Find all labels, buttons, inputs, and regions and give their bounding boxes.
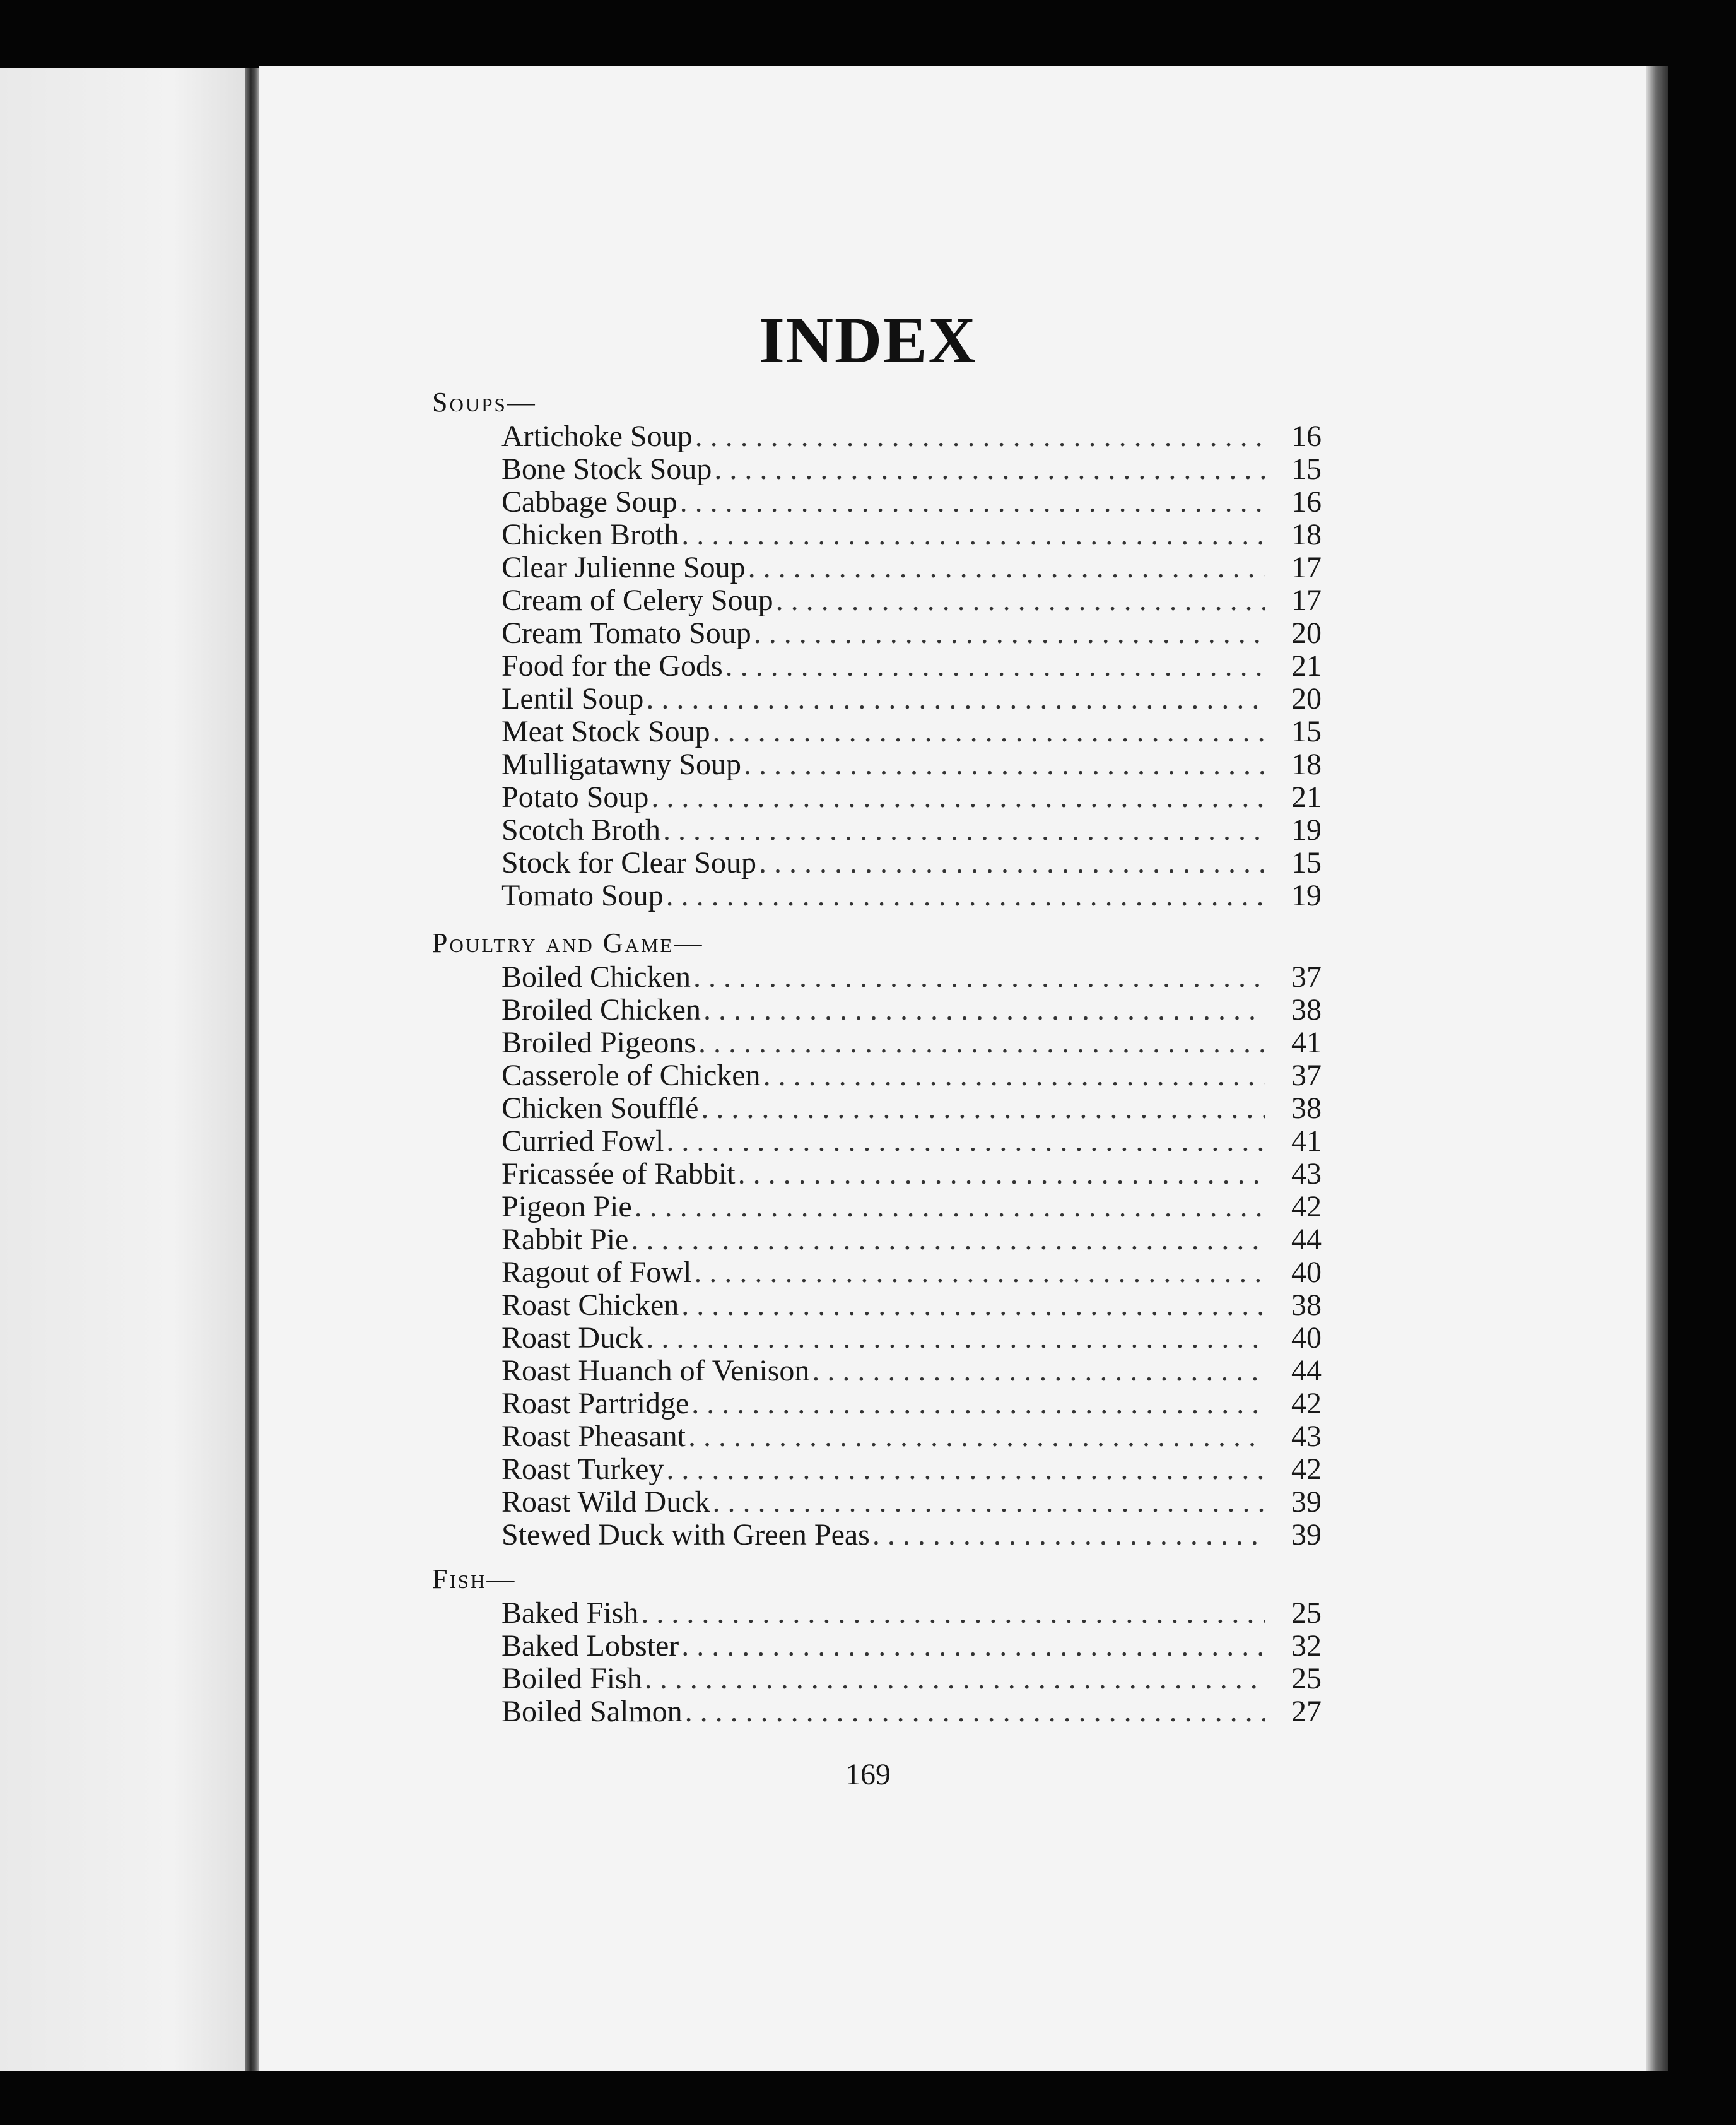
index-entry: [501, 650, 1322, 683]
dot-leader: [809, 1355, 1265, 1387]
entry-page: 39: [1291, 1485, 1322, 1519]
dot-leader: [632, 1191, 1265, 1223]
entry-name: Roast Huanch of Venison: [501, 1354, 810, 1387]
dot-leader: [751, 617, 1265, 650]
index-entry: [501, 519, 1322, 551]
index-section-poultry-and-game: [432, 926, 1322, 1551]
index-entry: [501, 1158, 1322, 1191]
entry-name: Curried Fowl: [501, 1124, 664, 1158]
entry-page: 27: [1291, 1695, 1322, 1728]
entry-page: 19: [1291, 879, 1322, 912]
dot-leader: [701, 994, 1265, 1027]
dot-leader: [710, 715, 1265, 748]
entry-page: 17: [1291, 584, 1322, 617]
dot-leader: [693, 420, 1265, 453]
dot-leader: [773, 584, 1265, 617]
entry-page: 40: [1291, 1256, 1322, 1289]
index-entry: [501, 420, 1322, 453]
entry-page: 18: [1291, 518, 1322, 551]
entry-name: Rabbit Pie: [501, 1223, 629, 1256]
dot-leader: [628, 1223, 1265, 1256]
dot-leader: [679, 1630, 1265, 1663]
index-entry: [501, 1223, 1322, 1256]
entry-page: 38: [1291, 993, 1322, 1027]
entry-page: 20: [1291, 682, 1322, 715]
entry-name: Fricassée of Rabbit: [501, 1157, 736, 1191]
index-entry: [501, 1027, 1322, 1059]
dot-leader: [642, 1663, 1265, 1695]
index-entry: [501, 715, 1322, 748]
entry-page: 16: [1291, 420, 1322, 453]
entry-name: Roast Wild Duck: [501, 1485, 710, 1519]
dot-leader: [643, 1322, 1265, 1355]
entry-list: [432, 1597, 1322, 1728]
dot-leader: [664, 1125, 1265, 1158]
entry-name: Pigeon Pie: [501, 1190, 632, 1223]
entry-page: 20: [1291, 616, 1322, 650]
entry-name: Casserole of Chicken: [501, 1059, 761, 1092]
index-entry: [501, 1453, 1322, 1486]
index-entry: [501, 1420, 1322, 1453]
entry-name: Chicken Soufflé: [501, 1092, 699, 1125]
entry-name: Boiled Salmon: [501, 1695, 683, 1728]
entry-name: Roast Turkey: [501, 1452, 664, 1486]
index-entry: [501, 551, 1322, 584]
page-title: INDEX: [759, 304, 977, 377]
dot-leader: [664, 880, 1265, 912]
index-entry: [501, 961, 1322, 994]
entry-name: Cream Tomato Soup: [501, 616, 751, 650]
dot-leader: [689, 1387, 1265, 1420]
entry-page: 43: [1291, 1420, 1322, 1453]
entry-name: Baked Lobster: [501, 1629, 679, 1663]
entry-name: Cabbage Soup: [501, 485, 677, 519]
index-entry: [501, 1630, 1322, 1663]
index-section-soups: [432, 385, 1322, 912]
entry-page: 43: [1291, 1157, 1322, 1191]
index-entry: [501, 1059, 1322, 1092]
dot-leader: [756, 847, 1265, 880]
page-number: 169: [845, 1758, 891, 1791]
entry-page: 18: [1291, 748, 1322, 781]
dot-leader: [712, 453, 1265, 486]
entry-page: 41: [1291, 1026, 1322, 1059]
dot-leader: [643, 683, 1265, 715]
dot-leader: [679, 1289, 1265, 1322]
entry-page: 21: [1291, 649, 1322, 683]
index-entry: [501, 1289, 1322, 1322]
section-heading: Fish—: [432, 1563, 517, 1594]
entry-page: 16: [1291, 485, 1322, 519]
entry-name: Lentil Soup: [501, 682, 644, 715]
dot-leader: [736, 1158, 1265, 1191]
entry-name: Clear Julienne Soup: [501, 551, 746, 584]
entry-page: 19: [1291, 813, 1322, 847]
index-entry: [501, 453, 1322, 486]
index-entry: [501, 1191, 1322, 1223]
dot-leader: [638, 1597, 1265, 1630]
index-entry: [501, 1256, 1322, 1289]
index-entry: [501, 1092, 1322, 1125]
index-entry: [501, 1695, 1322, 1728]
dot-leader: [686, 1420, 1265, 1453]
index-entry: [501, 814, 1322, 847]
index-entry: [501, 781, 1322, 814]
index-entry: [501, 683, 1322, 715]
dot-leader: [761, 1059, 1265, 1092]
index-entry: [501, 748, 1322, 781]
index-entry: [501, 1663, 1322, 1695]
index-entry: [501, 1486, 1322, 1519]
entry-list: [432, 420, 1322, 912]
entry-page: 38: [1291, 1288, 1322, 1322]
entry-page: 44: [1291, 1223, 1322, 1256]
entry-name: Ragout of Fowl: [501, 1256, 692, 1289]
entry-page: 39: [1291, 1518, 1322, 1551]
entry-name: Roast Partridge: [501, 1387, 689, 1420]
entry-page: 42: [1291, 1387, 1322, 1420]
dot-leader: [870, 1519, 1265, 1551]
index-entry: [501, 880, 1322, 912]
index-entry: [501, 486, 1322, 519]
dot-leader: [677, 486, 1265, 519]
index-entry: [501, 1597, 1322, 1630]
index-entry: [501, 617, 1322, 650]
entry-page: 25: [1291, 1596, 1322, 1630]
dot-leader: [679, 519, 1265, 551]
index-entry: [501, 1387, 1322, 1420]
dot-leader: [741, 748, 1265, 781]
entry-page: 40: [1291, 1321, 1322, 1355]
entry-page: 17: [1291, 551, 1322, 584]
entry-page: 25: [1291, 1662, 1322, 1695]
entry-name: Mulligatawny Soup: [501, 748, 741, 781]
entry-name: Stock for Clear Soup: [501, 846, 756, 880]
entry-page: 37: [1291, 960, 1322, 994]
entry-name: Boiled Chicken: [501, 960, 691, 994]
index-entry: [501, 994, 1322, 1027]
entry-name: Stewed Duck with Green Peas: [501, 1518, 870, 1551]
index-entry: [501, 1355, 1322, 1387]
entry-page: 15: [1291, 846, 1322, 880]
entry-list: [432, 961, 1322, 1551]
entry-name: Broiled Chicken: [501, 993, 701, 1027]
entry-page: 15: [1291, 715, 1322, 748]
entry-name: Boiled Fish: [501, 1662, 642, 1695]
entry-name: Meat Stock Soup: [501, 715, 710, 748]
dot-leader: [648, 781, 1265, 814]
entry-name: Roast Chicken: [501, 1288, 679, 1322]
index-entry: [501, 847, 1322, 880]
dot-leader: [723, 650, 1265, 683]
dot-leader: [698, 1092, 1265, 1125]
entry-name: Roast Duck: [501, 1321, 644, 1355]
entry-page: 42: [1291, 1452, 1322, 1486]
dot-leader: [683, 1695, 1265, 1728]
entry-name: Baked Fish: [501, 1596, 639, 1630]
entry-page: 21: [1291, 780, 1322, 814]
entry-name: Artichoke Soup: [501, 420, 693, 453]
dot-leader: [710, 1486, 1265, 1519]
dot-leader: [746, 551, 1265, 584]
entry-page: 15: [1291, 452, 1322, 486]
dot-leader: [691, 961, 1265, 994]
entry-name: Cream of Celery Soup: [501, 584, 773, 617]
entry-name: Potato Soup: [501, 780, 649, 814]
entry-name: Food for the Gods: [501, 649, 723, 683]
entry-name: Roast Pheasant: [501, 1420, 686, 1453]
dot-leader: [660, 814, 1265, 847]
entry-name: Tomato Soup: [501, 879, 664, 912]
section-heading: Soups—: [432, 387, 537, 418]
section-heading: Poultry and Game—: [432, 927, 704, 958]
entry-page: 32: [1291, 1629, 1322, 1663]
dot-leader: [664, 1453, 1265, 1486]
index-entry: [501, 1322, 1322, 1355]
index-entry: [501, 584, 1322, 617]
entry-name: Chicken Broth: [501, 518, 679, 551]
index-entry: [501, 1519, 1322, 1551]
entry-page: 38: [1291, 1092, 1322, 1125]
entry-page: 42: [1291, 1190, 1322, 1223]
dot-leader: [696, 1027, 1265, 1059]
entry-page: 44: [1291, 1354, 1322, 1387]
index-entry: [501, 1125, 1322, 1158]
entry-name: Bone Stock Soup: [501, 452, 712, 486]
entry-page: 37: [1291, 1059, 1322, 1092]
entry-name: Scotch Broth: [501, 813, 660, 847]
index-section-fish: [432, 1562, 1322, 1728]
entry-page: 41: [1291, 1124, 1322, 1158]
dot-leader: [691, 1256, 1265, 1289]
entry-name: Broiled Pigeons: [501, 1026, 696, 1059]
